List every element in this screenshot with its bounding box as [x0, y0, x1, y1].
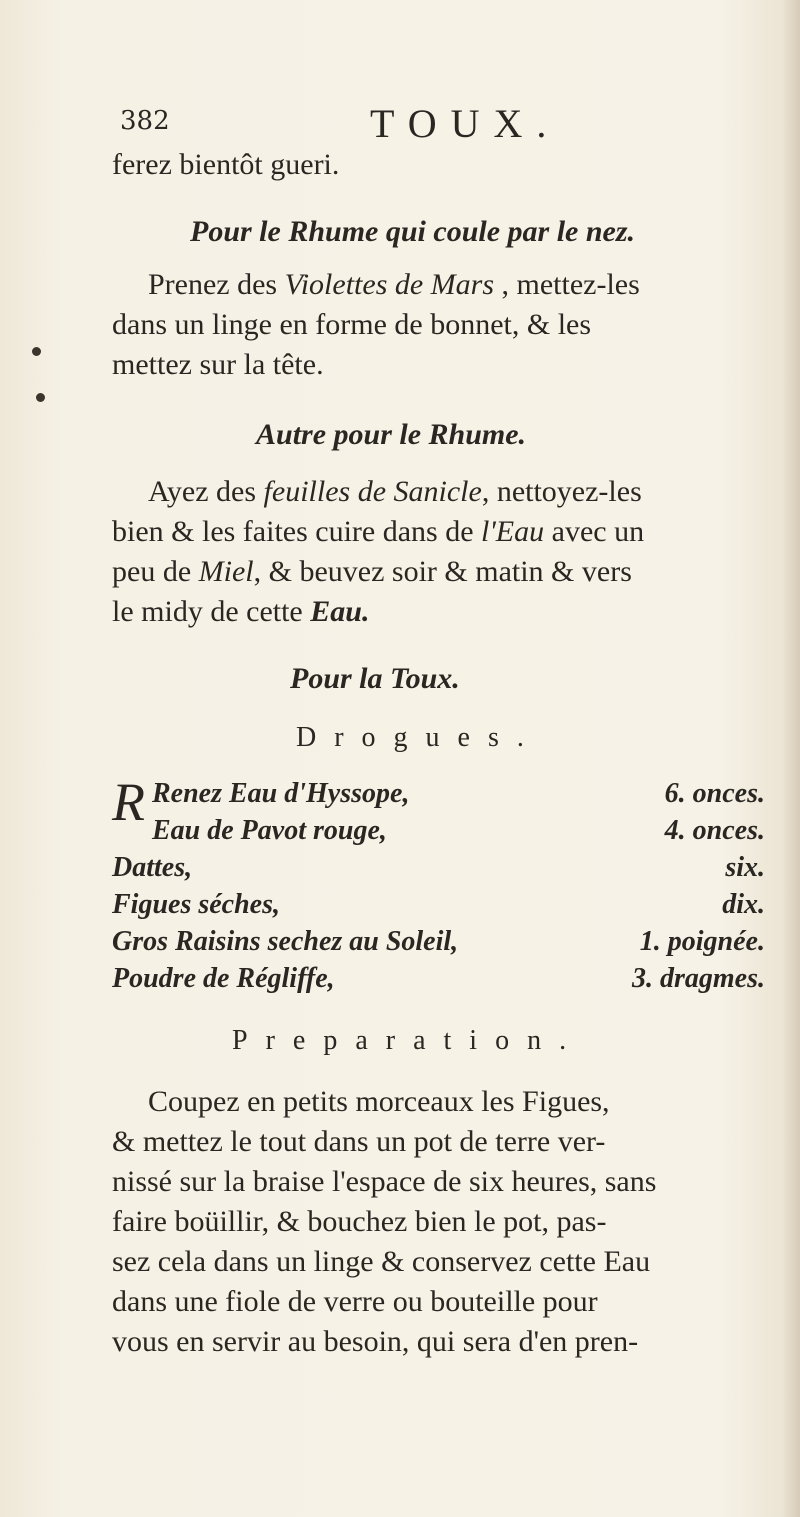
drug-name: Figues séches, — [112, 889, 280, 920]
text-line: mettez sur la tête. — [112, 348, 324, 381]
page-number: 382 — [120, 106, 170, 136]
page-header — [120, 100, 760, 150]
drug-name: Eau de Pavot rouge, — [152, 815, 387, 846]
text-line: & mettez le tout dans un pot de terre ver- — [112, 1125, 606, 1158]
drug-quantity: 1. poignée. — [639, 926, 765, 957]
drug-name: Dattes, — [112, 852, 193, 883]
drug-quantity: 6. onces. — [664, 778, 765, 809]
drogues-heading: Drogues. — [296, 722, 542, 753]
text-line: nissé sur la braise l'espace de six heures, sans — [112, 1165, 657, 1198]
text-line: bien & les faites cuire dans de l'Eau avec un — [112, 515, 645, 548]
text-line: Prenez des Violettes de Mars , mettez-les — [148, 268, 640, 301]
ink-spot — [36, 393, 45, 402]
running-head: TOUX. — [370, 101, 561, 146]
text-line: dans un linge en forme de bonnet, & les — [112, 308, 592, 341]
drug-quantity: 3. dragmes. — [632, 963, 765, 994]
text-line: dans une fiole de verre ou bouteille pour — [112, 1285, 598, 1318]
drug-name: Poudre de Régliffe, — [112, 963, 335, 994]
heading-autre-rhume: Autre pour le Rhume. — [256, 418, 527, 451]
text-line: vous en servir au besoin, qui sera d'en pren- — [112, 1325, 639, 1358]
page-edge-shadow — [782, 0, 800, 1517]
preparation-heading: Preparation. — [232, 1025, 585, 1056]
heading-pour-toux: Pour la Toux. — [290, 662, 460, 695]
text-line: sez cela dans un linge & conservez cette Eau — [112, 1245, 651, 1278]
text-line: peu de Miel, & beuvez soir & matin & vers — [112, 555, 632, 588]
text-line: Ayez des feuilles de Sanicle, nettoyez-les — [148, 475, 642, 508]
drug-name: Gros Raisins sechez au Soleil, — [112, 926, 459, 957]
text-line: Coupez en petits morceaux les Figues, — [148, 1085, 610, 1118]
ink-spot — [32, 347, 41, 356]
drug-quantity: dix. — [722, 889, 765, 920]
drug-quantity: six. — [725, 852, 765, 883]
recipe-mark: R — [112, 772, 145, 832]
text-line: le midy de cette Eau. — [112, 595, 370, 628]
heading-rhume-nez: Pour le Rhume qui coule par le nez. — [190, 215, 636, 248]
text-line: faire boüillir, & bouchez bien le pot, pas- — [112, 1205, 607, 1238]
drug-name: Renez Eau d'Hyssope, — [152, 778, 410, 809]
continuation-line: ferez bientôt gueri. — [112, 148, 340, 181]
drug-quantity: 4. onces. — [664, 815, 765, 846]
